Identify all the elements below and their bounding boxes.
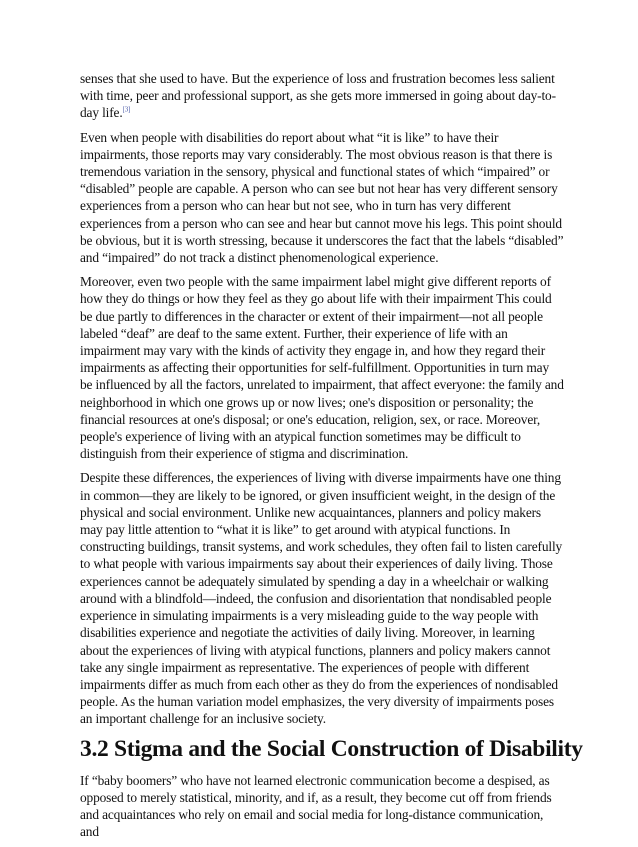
paragraph-1: [80, 70, 564, 122]
paragraph-3: Moreover, even two people with the same impairment label might give different reports of how they do things or how they feel as they go about life with their impairment This could be due partly to differences in the character or extent of their impairment—not all people labeled “deaf” are deaf to the same extent. Further, their experience of life with an impairment may vary with the kinds of activity they engage in, and how they regard their impairments as affecting their opportunities for self-fulfillment. Opportunities in turn may be influenced by all the factors, unrelated to impairment, that affect everyone: the family and neighborhood in which one grows up or now lives; one's disposition or personality; the financial resources at one's disposal; or one's education, religion, sex, or race. Moreover, people's experience of living with an atypical function sometimes may be difficult to distinguish from their experience of stigma and discrimination.: [80, 274, 564, 462]
paragraph-2: Even when people with disabilities do report about what “it is like” to have their impairments, those reports may vary considerably. The most obvious reason is that there is tremendous variation in the sensory, physical and functional states of which “impaired” or “disabled” people are capable. A person who can see but not hear has very different sensory experiences from a person who can hear but not see, who in turn has very different experiences from a person who can see and hear but cannot move his legs. This point should be obvious, but it is worth stressing, because it underscores the fact that the labels “disabled” and “impaired” do not track a distinct phenomenological experience.: [80, 129, 564, 266]
paragraph-1-text: senses that she used to have. But the experience of loss and frustration becomes less salient with time, peer and professional support, as she gets more immersed in going about day-to-day life.: [80, 71, 556, 121]
section-heading: 3.2 Stigma and the Social Construction of Disability: [80, 735, 583, 762]
citation-link[interactable]: [3]: [122, 105, 131, 114]
document-page: [80, 70, 583, 847]
paragraph-4: Despite these differences, the experiences of living with diverse impairments have one thing in common—they are likely to be ignored, or given insufficient weight, in the design of the physical and social environment. Unlike new acquaintances, planners and policy makers may pay little attention to “what it is like” to get around with atypical functions. In constructing buildings, transit systems, and work schedules, they often fail to listen carefully to what people with various impairments say about their experiences of daily living. Those experiences cannot be adequately simulated by spending a day in a wheelchair or walking around with a blindfold—indeed, the confusion and disorientation that nondisabled people experience in simulating impairments is a very misleading guide to the way people with disabilities experience and negotiate the activities of daily living. Moreover, in learning about the experiences of living with atypical functions, planners and policy makers cannot take any single impairment as representative. The experiences of people with different impairments differ as much from each other as they do from the experiences of nondisabled people. As the human variation model emphasizes, the very diversity of impairments poses an important challenge for an inclusive society.: [80, 470, 563, 727]
paragraph-5: If “baby boomers” who have not learned electronic communication become a despised, as opposed to merely statistical, minority, and if, as a result, they become cut off from friends and acquaintances who rely on email and social media for long-distance communication, and: [80, 772, 552, 840]
